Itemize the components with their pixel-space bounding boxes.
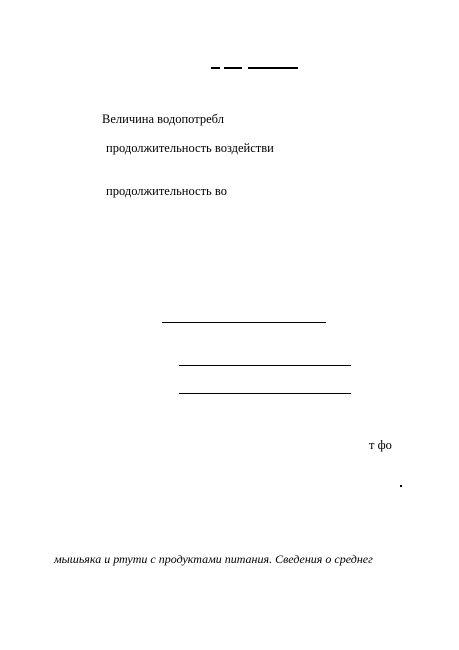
heading-underline-3 xyxy=(248,67,298,69)
horizontal-rule-3 xyxy=(179,393,351,394)
heading-underline-2 xyxy=(224,67,242,69)
text-line-3: продолжительность во xyxy=(106,184,227,198)
italic-text-line: мышьяка и ртути с продуктами питания. Сведения о среднег xyxy=(54,552,373,566)
text-fragment-right: т фо xyxy=(369,438,392,452)
dot-mark xyxy=(400,485,402,487)
horizontal-rule-2 xyxy=(179,365,351,366)
text-line-2: продолжительность воздействи xyxy=(106,141,274,155)
horizontal-rule-1 xyxy=(162,322,326,323)
text-line-1: Величина водопотребл xyxy=(102,112,224,126)
heading-underline-1 xyxy=(211,67,220,69)
